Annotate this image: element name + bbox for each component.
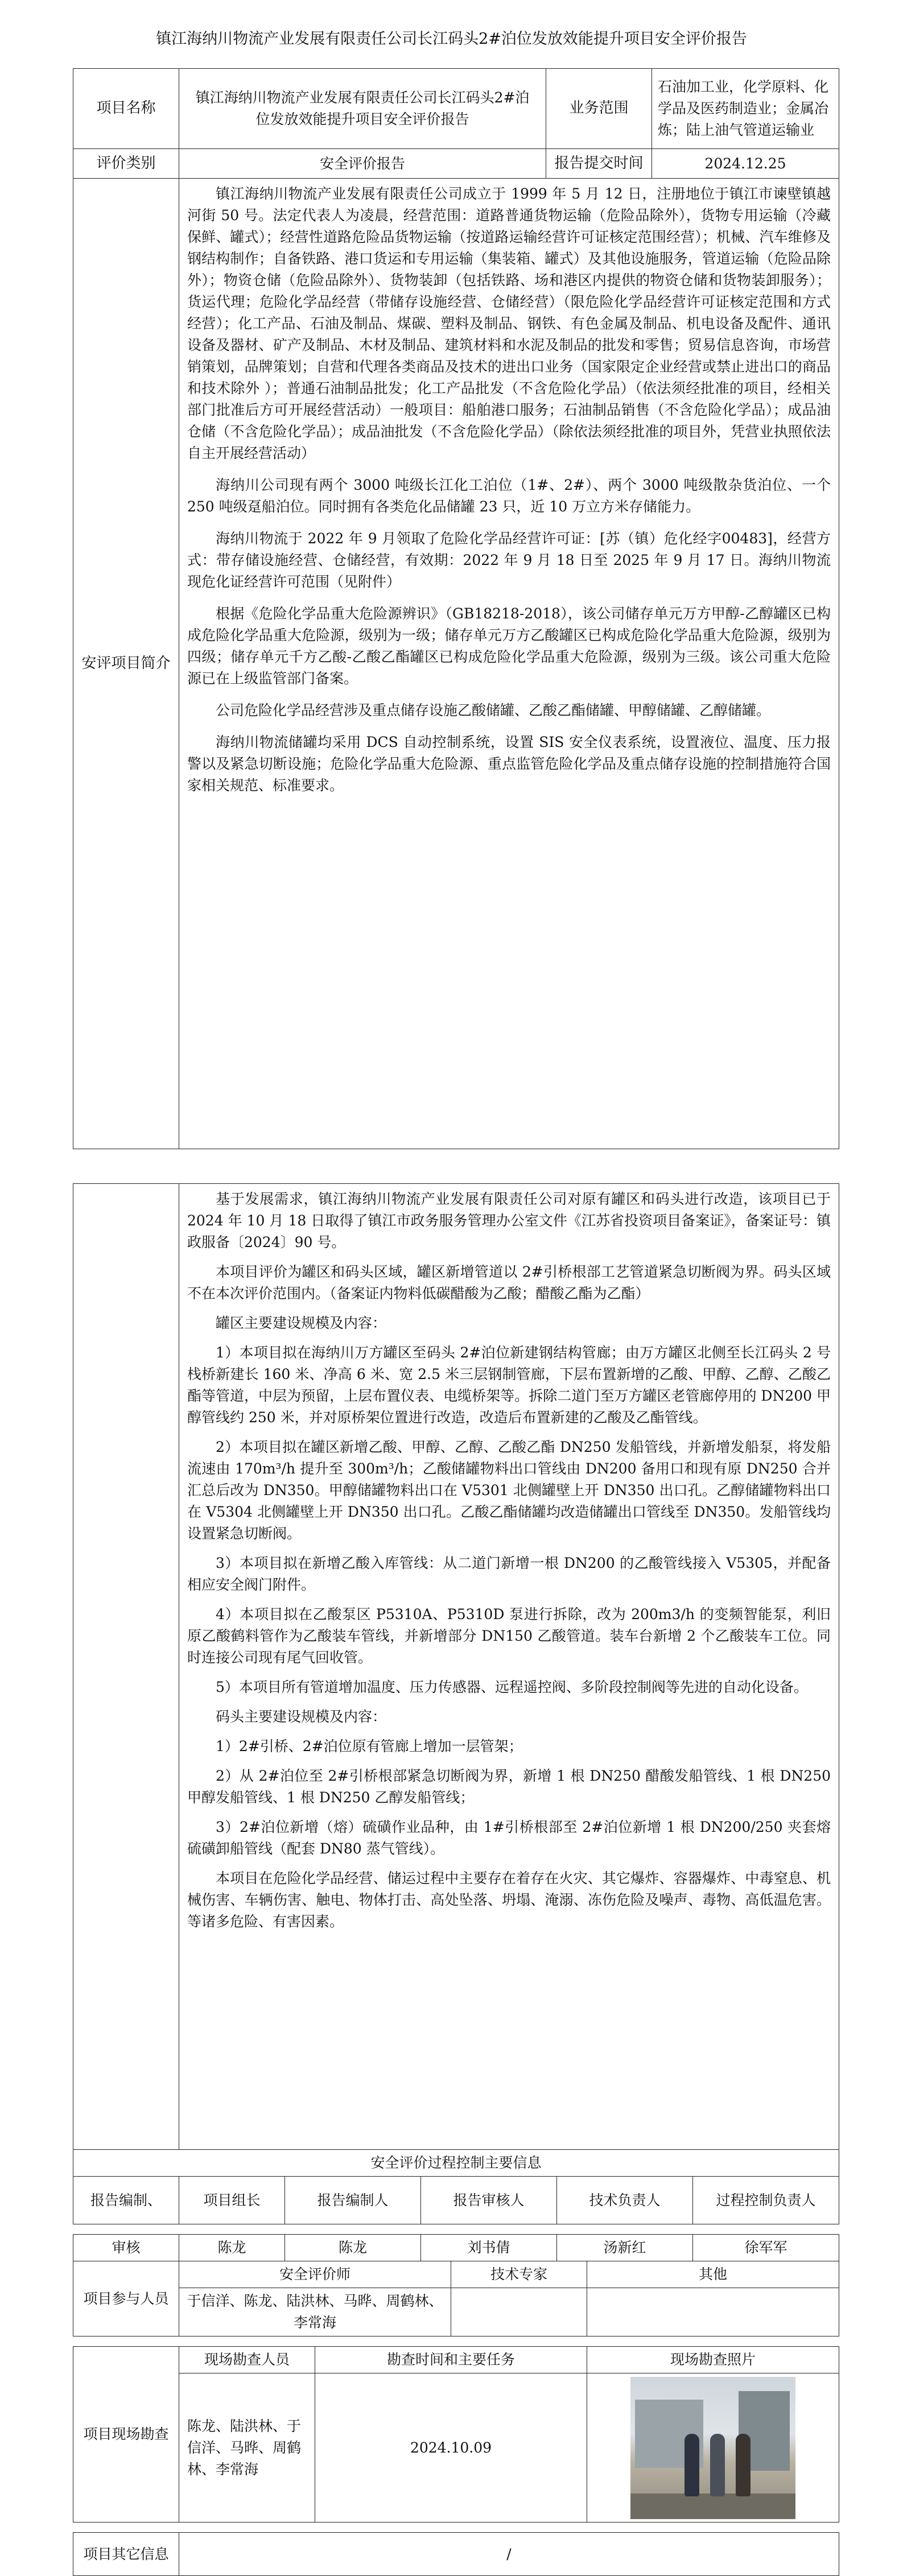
intro-paragraph: 根据《危险化学品重大危险源辨识》（GB18218-2018），该公司储存单元万方甲醇-乙醇罐区已构成危险化学品重大危险源，级别为一级；储存单元万方乙酸罐区已构成危险化学品重大危险源，级别为四级；储存单元千方乙酸-乙酸乙酯罐区已构成危险化学品重大危险源，级别为三级。该公司重大危险源已在上级监管部门备案。 (187, 605, 831, 687)
survey-head-task: 勘查时间和主要任务 (315, 2347, 587, 2373)
participants-head-evaluator: 安全评价师 (179, 2261, 451, 2288)
photo-person (736, 2434, 751, 2496)
detail-paragraph: 3）本项目拟在新增乙酸入库管线：从二道门新增一根 DN200 的乙酸管线接入 V5305，并配备相应安全阀门附件。 (187, 1555, 831, 1593)
site-survey-photo (630, 2377, 795, 2519)
detail-paragraph: 5）本项目所有管道增加温度、压力传感器、远程遥控阀、多阶段控制阀等先进的自动化设备。 (216, 1679, 808, 1695)
eval-type-label: 评价类别 (73, 149, 179, 179)
detail-paragraph: 罐区主要建设规模及内容： (216, 1315, 387, 1331)
role-report-author: 报告编制人 (285, 2177, 421, 2224)
detail-paragraph: 基于发展需求，镇江海纳川物流产业发展有限责任公司对原有罐区和码头进行改造，该项目已于 2024 年 10 月 18 日取得了镇江市政务服务管理办公室文件《江苏省投资项目备案证》，备案证号：镇政服备〔2024〕90 号。 (187, 1191, 831, 1250)
survey-head-people: 现场勘查人员 (179, 2347, 315, 2373)
control-header: 安全评价过程控制主要信息 (73, 2150, 839, 2177)
project-info-table (73, 68, 839, 1149)
table-gap (73, 2336, 839, 2347)
other-info-value: / (179, 2533, 839, 2576)
survey-people: 陈龙、陆洪林、于信洋、马晔、周鹤林、李常海 (179, 2373, 315, 2523)
submit-time-value: 2024.12.25 (652, 149, 839, 179)
submit-time-label: 报告提交时间 (546, 149, 652, 179)
participants-names: 于信洋、陈龙、陆洪林、马晔、周鹤林、李常海 (179, 2288, 451, 2336)
survey-head-photo: 现场勘查照片 (587, 2347, 839, 2373)
photo-ground (630, 2494, 795, 2519)
detail-paragraph: 码头主要建设规模及内容： (216, 1708, 387, 1725)
detail-paragraph: 2）本项目拟在罐区新增乙酸、甲醇、乙醇、乙酸乙酯 DN250 发船管线，并新增发船泵，将发船流速由 170m³/h 提升至 300m³/h；乙酸储罐物料出口管线由 DN200 备用口和现有原 DN250 合并汇总后改为 DN350。甲醇储罐物料出口在 V5301 北侧罐壁上开 DN350 出口孔。乙醇储罐物料出口在 V5304 北侧罐壁上开 DN350 出口孔。乙酸乙酯储罐均改造储罐出口管线至 DN350。发船管线均设置紧急切断阀。 (187, 1439, 831, 1542)
detail-paragraph: 3）2#泊位新增（熔）硫磺作业品种，由 1#引桥根部至 2#泊位新增 1 根 DN200/250 夹套熔硫磺卸船管线（配套 DN80 蒸气管线）。 (187, 1819, 831, 1857)
review-reviewer: 刘书倩 (421, 2235, 557, 2261)
participants-head-expert: 技术专家 (451, 2261, 587, 2288)
role-tech-lead: 技术负责人 (557, 2177, 693, 2224)
participants-expert (451, 2288, 587, 2336)
review-team-leader: 陈龙 (179, 2235, 285, 2261)
photo-person (685, 2434, 699, 2496)
table-gap (73, 2224, 839, 2235)
detail-paragraph: 本项目评价为罐区和码头区域，罐区新增管道以 2#引桥根部工艺管道紧急切断阀为界。码头区域不在本次评价范围内。（备案证内物料低碳醋酸为乙酸；醋酸乙酯为乙酯） (187, 1264, 831, 1302)
role-team-leader: 项目组长 (179, 2177, 285, 2224)
intro-paragraph: 镇江海纳川物流产业发展有限责任公司成立于 1999 年 5 月 12 日，注册地位于镇江市谏壁镇越河街 50 号。法定代表人为凌晨，经营范围：道路普通货物运输（危险品除外），货物专用运输（冷藏保鲜、罐式）；经营性道路危险品货物运输（按道路运输经营许可证核定范围经营）；机械、汽车维修及钢结构制作；自备铁路、港口货运和专用运输（集装箱、罐式）及其他设施服务，管道运输（危险品除外）；物资仓储（危险品除外）、货物装卸（包括铁路、场和港区内提供的物资仓储和货物装卸服务）；货运代理；危险化学品经营（带储存设施经营、仓储经营）（限危险化学品经营许可证核定范围和方式经营）；化工产品、石油及制品、煤碳、塑料及制品、钢铁、有色金属及制品、机电设备及配件、通讯设备及器材、矿产及制品、木材及制品、建筑材料和水泥及制品的批发和零售；贸易信息咨询，市场营销策划，品牌策划；自营和代理各类商品及技术的进出口业务（国家限定企业经营或禁止进出口的商品和技术除外 ）；普通石油制品批发；化工产品批发（不含危险化学品）（依法须经批准的项目，经相关部门批准后方可开展经营活动）一般项目：船舶港口服务；石油制品销售（不含危险化学品）；成品油仓储（不含危险化学品）；成品油批发（不含危险化学品）（除依法须经批准的项目外，凭营业执照依法自主开展经营活动） (187, 185, 831, 461)
detail-paragraph: 4）本项目拟在乙酸泵区 P5310A、P5310D 泵进行拆除，改为 200m3/h 的变频智能泵，利旧原乙酸鹤料管作为乙酸装车管线，并新增部分 DN150 乙酸管道。装车台新增 2 个乙酸装车工位。同时连接公司现有尾气回收管。 (187, 1606, 831, 1666)
detail-body (179, 1184, 839, 2150)
photo-person (710, 2434, 725, 2496)
participants-label: 项目参与人员 (73, 2261, 179, 2336)
intro-paragraph: 海纳川物流于 2022 年 9 月领取了危险化学品经营许可证：[苏（镇）危化经字00483]，经营方式：带存储设施经营、仓储经营，有效期：2022 年 9 月 18 日至 2025 年 9 月 17 日。海纳川物流现危化证经营许可范围（见附件） (187, 530, 831, 590)
survey-label: 项目现场勘查 (73, 2347, 179, 2523)
eval-type-value: 安全评价报告 (179, 149, 546, 179)
review-process-lead: 徐军军 (693, 2235, 839, 2261)
project-detail-table (73, 1183, 839, 2576)
table-gap (73, 2523, 839, 2533)
review-label: 审核 (73, 2235, 179, 2261)
detail-label-cell (73, 1184, 179, 2150)
project-name-label: 项目名称 (73, 69, 179, 149)
participants-head-other: 其他 (587, 2261, 839, 2288)
review-author: 陈龙 (285, 2235, 421, 2261)
detail-paragraph: 1）本项目拟在海纳川万方罐区至码头 2#泊位新建钢结构管廊；由万方罐区北侧至长江码头 2 号栈桥新建长 160 米、净高 6 米、宽 2.5 米三层钢制管廊，下层布置新增的乙酸、甲醇、乙醇、乙酸乙酯等管道，中层为预留，上层布置仪表、电缆桥架等。拆除二道门至万方罐区老管廊停用的 DN200 甲醇管线约 250 米，并对原桥架位置进行改造，改造后布置新建的乙酸及乙酯管线。 (187, 1344, 831, 1426)
business-scope-value: 石油加工业，化学原料、化学品及医药制造业；金属冶炼；陆上油气管道运输业 (652, 69, 839, 149)
participants-other (587, 2288, 839, 2336)
project-name-value: 镇江海纳川物流产业发展有限责任公司长江码头2#泊位发放效能提升项目安全评价报告 (179, 69, 546, 149)
role-report-compile: 报告编制、 (73, 2177, 179, 2224)
intro-paragraph: 公司危险化学品经营涉及重点储存设施乙酸储罐、乙酸乙酯储罐、甲醇储罐、乙醇储罐。 (216, 702, 771, 719)
intro-label: 安评项目简介 (73, 179, 179, 1149)
intro-paragraph: 海纳川公司现有两个 3000 吨级长江化工泊位（1#、2#）、两个 3000 吨级散杂货泊位、一个 250 吨级趸船泊位。同时拥有各类危化品储罐 23 只，近 10 万立方米存储能力。 (187, 477, 831, 515)
detail-paragraph: 2）从 2#泊位至 2#引桥根部紧急切断阀为界，新增 1 根 DN250 醋酸发船管线、1 根 DN250 甲醇发船管线、1 根 DN250 乙醇发船管线； (187, 1768, 831, 1806)
review-tech-lead: 汤新红 (557, 2235, 693, 2261)
role-report-reviewer: 报告审核人 (421, 2177, 557, 2224)
other-info-label: 项目其它信息 (73, 2533, 179, 2576)
detail-paragraph: 1）2#引桥、2#泊位原有管廊上增加一层管架； (216, 1738, 523, 1755)
role-process-lead: 过程控制负责人 (693, 2177, 839, 2224)
intro-paragraph: 海纳川物流储罐均采用 DCS 自动控制系统，设置 SIS 安全仪表系统，设置液位、温度、压力报警以及紧急切断设施；危险化学品重大危险源、重点监管危险化学品及重点储存设施的控制措施符合国家相关规范、标准要求。 (187, 734, 831, 794)
detail-paragraph: 本项目在危险化学品经营、储运过程中主要存在着存在火灾、其它爆炸、容器爆炸、中毒窒息、机械伤害、车辆伤害、触电、物体打击、高处坠落、坍塌、淹溺、冻伤危险及噪声、毒物、高低温危害。等诸多危险、有害因素。 (187, 1870, 831, 1930)
survey-date: 2024.10.09 (315, 2373, 587, 2523)
document-title: 镇江海纳川物流产业发展有限责任公司长江码头2#泊位发放效能提升项目安全评价报告 (156, 30, 747, 48)
intro-body (179, 179, 839, 1149)
business-scope-label: 业务范围 (546, 69, 652, 149)
survey-photo-cell (587, 2373, 839, 2523)
